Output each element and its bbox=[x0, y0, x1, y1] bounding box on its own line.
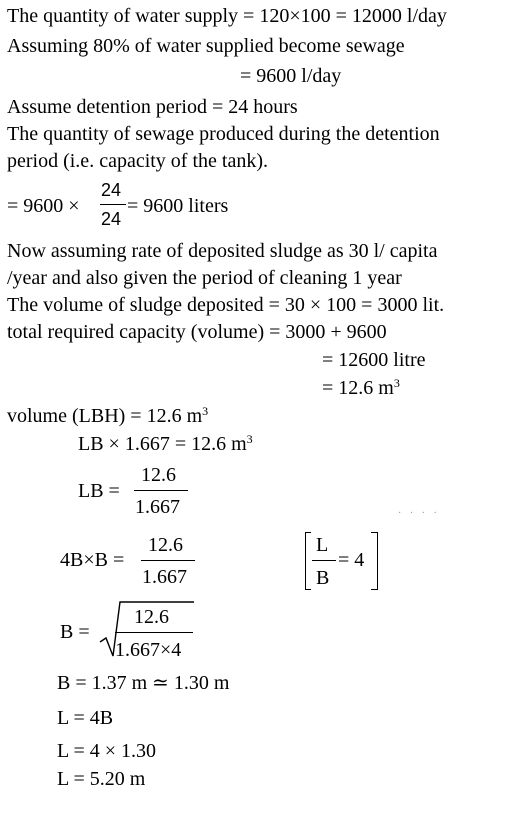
tank-capacity-line: period (i.e. capacity of the tank). bbox=[7, 150, 268, 172]
fourb-fraction-denominator: 1.667 bbox=[142, 566, 187, 588]
left-bracket-top bbox=[305, 532, 311, 533]
lb-fraction-numerator: 12.6 bbox=[141, 464, 176, 486]
sewage-quantity-line: = 9600 l/day bbox=[240, 65, 342, 87]
capacity-calc-left: = 9600 × bbox=[7, 195, 80, 217]
capacity-fraction-denominator: 24 bbox=[101, 209, 122, 229]
capacity-fraction-bar bbox=[100, 204, 126, 205]
b-fraction-bar bbox=[115, 632, 193, 633]
b-equation-left: B = bbox=[60, 621, 90, 643]
total-capacity-litre: = 12600 litre bbox=[322, 349, 426, 371]
total-capacity-m3: = 12.6 $m^3$ bbox=[322, 376, 400, 399]
left-bracket-vertical bbox=[305, 532, 306, 590]
left-bracket-bottom bbox=[305, 589, 311, 590]
water-supply-line: The quantity of water supply = 120×100 = 12000 l/day bbox=[7, 5, 447, 27]
l-equation-line-1: L = 4B bbox=[57, 707, 114, 729]
right-bracket-vertical bbox=[377, 532, 378, 590]
right-bracket-top bbox=[371, 532, 377, 533]
b-result-line: B = 1.37 m ≃ 1.30 m bbox=[57, 672, 230, 694]
ratio-numerator: L bbox=[316, 534, 329, 556]
l-equation-line-2: L = 4 × 1.30 bbox=[57, 740, 157, 762]
detention-period-line: Assume detention period = 24 hours bbox=[7, 96, 298, 118]
lb-fraction-bar bbox=[134, 490, 188, 491]
capacity-fraction-numerator: 24 bbox=[101, 180, 122, 200]
total-capacity-line: total required capacity (volume) = 3000 + 9600 bbox=[7, 321, 387, 343]
ratio-value: = 4 bbox=[338, 549, 365, 571]
right-bracket-bottom bbox=[371, 589, 377, 590]
b-fraction-denominator: 1.667×4 bbox=[115, 639, 182, 661]
lb-area-line: LB × 1.667 = 12.6 $m^3$ bbox=[78, 432, 253, 455]
sludge-rate-line: Now assuming rate of deposited sludge as 30 l/ capita bbox=[7, 240, 438, 262]
fourb-fraction-bar bbox=[141, 560, 195, 561]
sewage-detention-line: The quantity of sewage produced during the detention bbox=[7, 123, 440, 145]
volume-lbh-line: volume (LBH) = 12.6 $m^3$ bbox=[7, 404, 209, 427]
ratio-denominator: B bbox=[316, 567, 330, 589]
cleaning-period-line: /year and also given the period of cleaning 1 year bbox=[7, 267, 402, 289]
sewage-assumption-line: Assuming 80% of water supplied become sewage bbox=[7, 35, 405, 57]
capacity-calc-right: = 9600 liters bbox=[127, 195, 229, 217]
b-fraction-numerator: 12.6 bbox=[134, 606, 169, 628]
sludge-volume-line: The volume of sludge deposited = 30 × 100 = 3000 lit. bbox=[7, 294, 445, 316]
ratio-fraction-bar bbox=[312, 560, 336, 561]
lb-equation-left: LB = bbox=[78, 480, 120, 502]
l-equation-line-3: L = 5.20 m bbox=[57, 768, 146, 790]
faint-dots: · · · · bbox=[398, 508, 440, 519]
fourb-fraction-numerator: 12.6 bbox=[148, 534, 183, 556]
lb-fraction-denominator: 1.667 bbox=[135, 496, 180, 518]
fourb-equation-left: 4B×B = bbox=[60, 549, 125, 571]
